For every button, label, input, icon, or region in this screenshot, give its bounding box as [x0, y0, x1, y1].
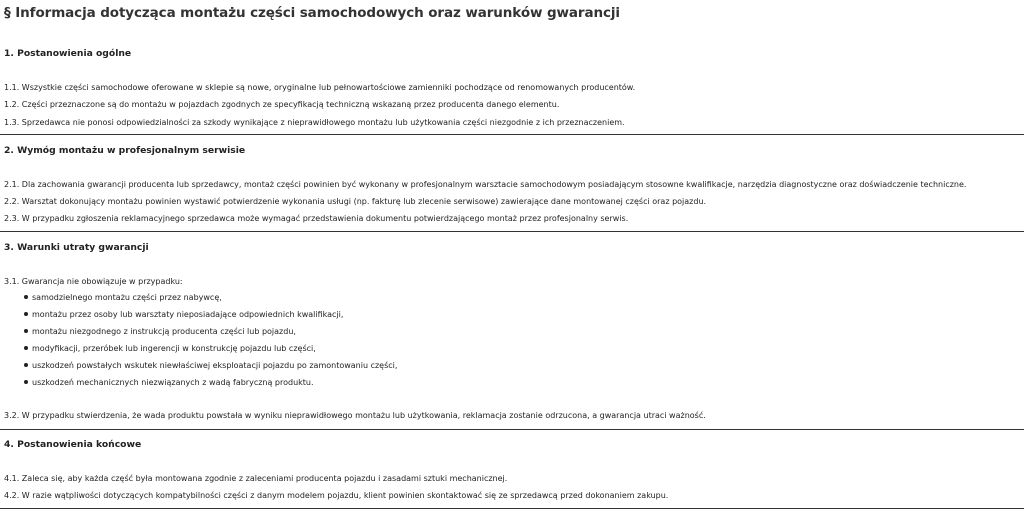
bullet-icon	[24, 346, 28, 350]
list-item	[24, 344, 316, 353]
list-item	[24, 361, 397, 370]
paragraph: 2.1. Dla zachowania gwarancji producenta lub sprzedawcy, montaż części powinien być wykonany w profesjonalnym warsztacie samochodowym posiadającym stosowne kwalifikacje, narzędzia diagnostyczne oraz doświadczenie techniczne.	[4, 180, 967, 189]
list-item	[24, 327, 296, 336]
section-divider	[0, 231, 1024, 232]
paragraph: 4.1. Zaleca się, aby każda część była montowana zgodnie z zaleceniami producenta pojazdu i zasadami sztuki mechanicznej.	[4, 474, 508, 483]
paragraph: 1.2. Części przeznaczone są do montażu w pojazdach zgodnych ze specyfikacją techniczną wskazaną przez producenta danego elementu.	[4, 100, 560, 109]
document-title: § Informacja dotycząca montażu części samochodowych oraz warunków gwarancji	[4, 5, 620, 21]
paragraph: 1.3. Sprzedawca nie ponosi odpowiedzialności za szkody wynikające z nieprawidłowego montażu lub użytkowania części niezgodnie z ich przeznaczeniem.	[4, 118, 625, 127]
bullet-icon	[24, 295, 28, 299]
paragraph: 3.1. Gwarancja nie obowiązuje w przypadku:	[4, 277, 183, 286]
paragraph: 4.2. W razie wątpliwości dotyczących kompatybilności części z danym modelem pojazdu, klient powinien skontaktować się ze sprzedawcą przed dokonaniem zakupu.	[4, 491, 669, 500]
section-heading: 1. Postanowienia ogólne	[4, 48, 132, 59]
section-heading: 4. Postanowienia końcowe	[4, 439, 142, 450]
bullet-icon	[24, 380, 28, 384]
list-item	[24, 378, 314, 387]
section-heading: 3. Warunki utraty gwarancji	[4, 242, 149, 253]
list-item-text: samodzielnego montażu części przez nabywcę,	[32, 293, 222, 302]
paragraph: 1.1. Wszystkie części samochodowe oferowane w sklepie są nowe, oryginalne lub pełnowartościowe zamienniki pochodzące od renomowanych producentów.	[4, 83, 636, 92]
bullet-icon	[24, 312, 28, 316]
list-item-text: uszkodzeń mechanicznych niezwiązanych z wadą fabryczną produktu.	[32, 378, 314, 387]
section-divider	[0, 508, 1024, 509]
list-item-text: montażu niezgodnego z instrukcją producenta części lub pojazdu,	[32, 327, 296, 336]
list-item-text: montażu przez osoby lub warsztaty nieposiadające odpowiednich kwalifikacji,	[32, 310, 344, 319]
list-item-text: uszkodzeń powstałych wskutek niewłaściwej eksploatacji pojazdu po zamontowaniu części,	[32, 361, 398, 370]
bullet-icon	[24, 363, 28, 367]
list-item	[24, 293, 222, 302]
section-heading: 2. Wymóg montażu w profesjonalnym serwisie	[4, 145, 246, 156]
bullet-icon	[24, 329, 28, 333]
section-divider	[0, 134, 1024, 135]
paragraph: 2.3. W przypadku zgłoszenia reklamacyjnego sprzedawca może wymagać przedstawienia dokumentu potwierdzającego montaż przez profesjonalny serwis.	[4, 214, 629, 223]
paragraph: 2.2. Warsztat dokonujący montażu powinien wystawić potwierdzenie wykonania usługi (np. fakturę lub zlecenie serwisowe) zawierające dane montowanej części oraz pojazdu.	[4, 197, 707, 206]
list-item-text: modyfikacji, przeróbek lub ingerencji w konstrukcję pojazdu lub części,	[32, 344, 316, 353]
list-item	[24, 310, 343, 319]
paragraph: 3.2. W przypadku stwierdzenia, że wada produktu powstała w wyniku nieprawidłowego montażu lub użytkowania, reklamacja zostanie odrzucona, a gwarancja utraci ważność.	[4, 411, 706, 420]
section-divider	[0, 429, 1024, 430]
